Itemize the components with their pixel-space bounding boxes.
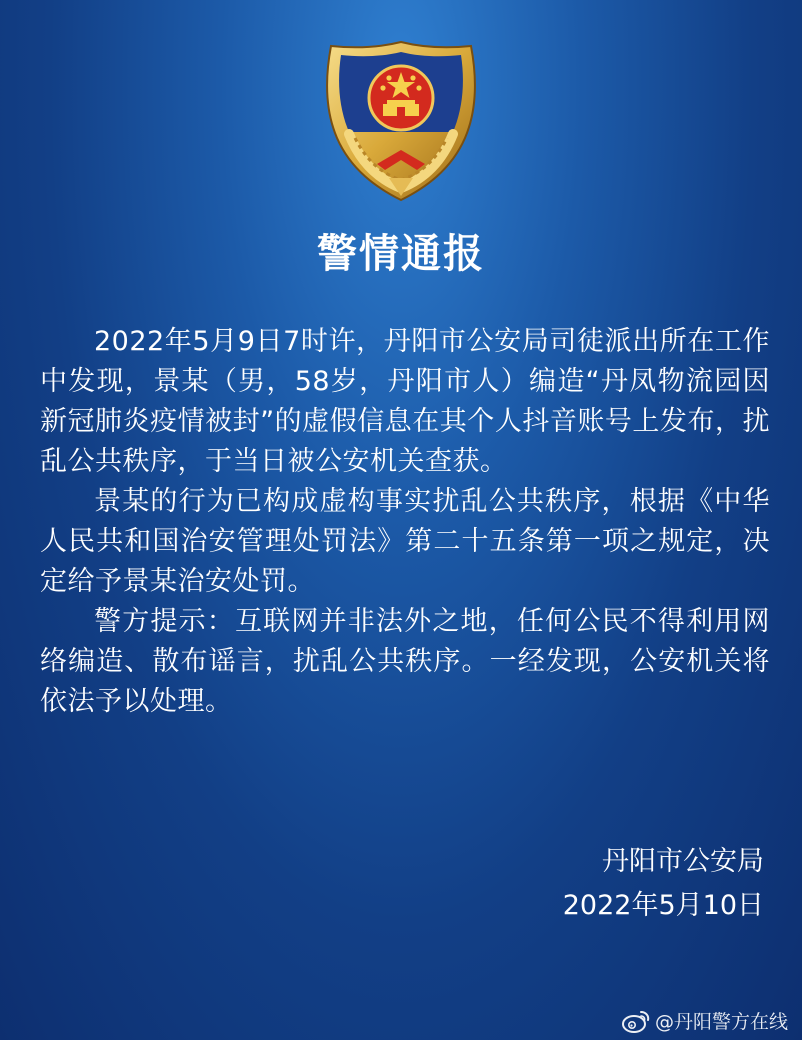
notice-body bbox=[40, 322, 770, 722]
paragraph-warning: 警方提示：互联网并非法外之地，任何公民不得利用网络编造、散布谣言，扰乱公共秩序。一经发现，公安机关将依法予以处理。 bbox=[40, 606, 770, 717]
issuer-name: 丹阳市公安局 bbox=[602, 846, 764, 877]
police-emblem-icon bbox=[317, 38, 485, 203]
watermark-text: @丹阳警方在线 bbox=[654, 1011, 788, 1033]
issue-date: 2022年5月10日 bbox=[562, 890, 764, 921]
page-title: 警情通报 bbox=[317, 231, 485, 277]
paragraph-penalty: 景某的行为已构成虚构事实扰乱公共秩序，根据《中华人民共和国治安管理处罚法》第二十五条第一项之规定，决定给予景某治安处罚。 bbox=[40, 486, 770, 597]
paragraph-incident: 2022年5月9日7时许，丹阳市公安局司徒派出所在工作中发现，景某（男，58岁，丹阳市人）编造“丹凤物流园因新冠肺炎疫情被封”的虚假信息在其个人抖音账号上发布，扰乱公共秩序，于当日被公安机关查获。 bbox=[40, 326, 770, 477]
weibo-watermark bbox=[621, 1007, 788, 1034]
signature-block bbox=[563, 840, 764, 928]
weibo-icon bbox=[621, 1008, 651, 1034]
